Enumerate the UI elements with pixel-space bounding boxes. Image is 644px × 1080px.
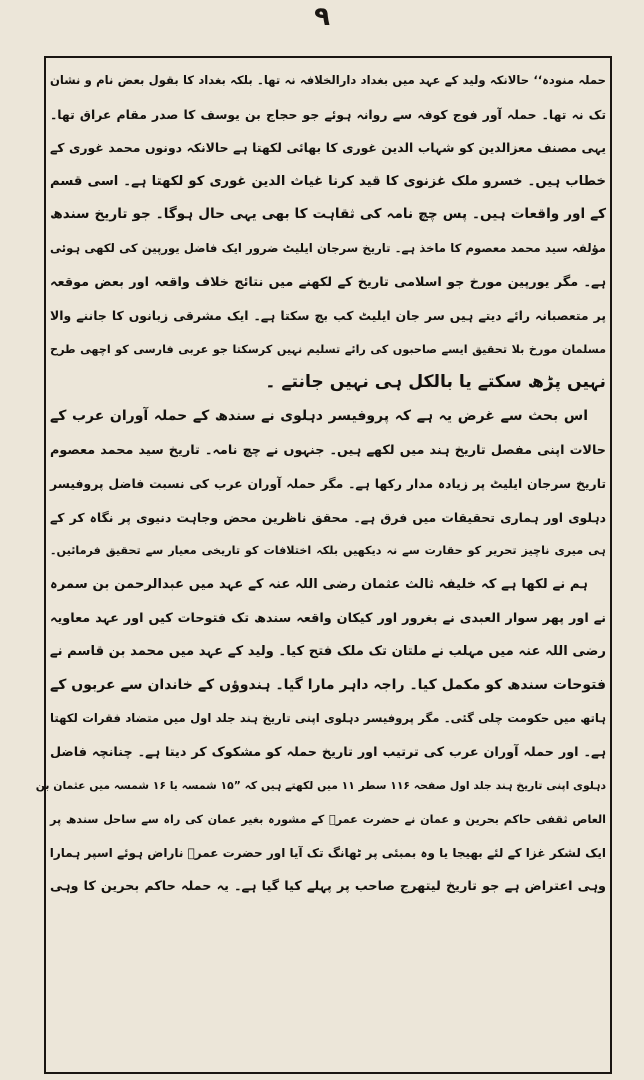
text-line: ہم نے لکھا ہے کہ خلیفہ ثالث عثمان رضی اللہ عنہ کے عہد میں عبدالرحمن بن سمرہ: [50, 576, 588, 592]
text-line: نے اور پھر سوار العبدی نے بغرور اور کیکان واقعہ سندھ تک فتوحات کیں اور عہد معاویہ: [50, 610, 606, 626]
text-line: ہے۔ اور حملہ آوران عرب کی ترتیب اور تاریخ حملہ کو مشکوک کر دیتا ہے۔ چنانچہ فاضل: [50, 744, 606, 760]
text-line: خطاب ہیں۔ خسرو ملک غزنوی کا قید کرنا غیاث الدین غوری کو لکھتا ہے۔ اسی قسم: [50, 173, 606, 189]
text-line: تک نہ تھا۔ حملہ آور فوج کوفہ سے روانہ ہوئے جو حجاج بن یوسف کا صدر مقام عراق تھا۔: [50, 106, 606, 122]
text-line: وہی اعتراض ہے جو تاریخ لیتھرج صاحب پر پہلے کیا گیا ہے۔ یہ حملہ حاکم بحرین کا وہی: [50, 879, 606, 895]
text-line: دہلوی اپنی تاریخ ہند جلد اول صفحہ ۱۱۶ سطر ۱۱ میں لکھتے ہیں کہ ”۱۵ شمسہ یا ۱۶ شمسہ میں عثمان بن: [35, 779, 606, 793]
text-line: ہے۔ مگر یورپین مورخ جو اسلامی تاریخ کے لکھنے میں نتائج خلاف واقعہ اور بعض موقعہ: [50, 274, 606, 290]
text-line: العاص ثقفی حاکم بحرین و عمان نے حضرت عمرؓ کے مشورہ بغیر عمان کی راہ سے ساحل سندھ پر: [50, 813, 606, 827]
page-number: ۹: [314, 2, 330, 32]
text-line: مؤلفہ سید محمد معصوم کا ماخذ ہے۔ تاریخ سرجان ایلیٹ ضرور ایک فاضل یورپین کی لکھی ہوئی: [50, 240, 606, 255]
text-frame: [35, 56, 612, 1074]
text-line: حالات اپنی مفصل تاریخ ہند میں لکھے ہیں۔ جنہوں نے چچ نامہ۔ تاریخ سید محمد معصوم: [50, 442, 606, 458]
text-line: مسلمان مورخ بلا تحقیق ایسے صاحبوں کی رائے تسلیم نہیں کرسکتا جو عربی فارسی کو اچھی طرح: [50, 342, 606, 356]
text-line: اس بحث سے غرض یہ ہے کہ پروفیسر دہلوی نے سندھ کے حملہ آوران عرب کے: [50, 407, 588, 424]
text-line: ہی میری ناچیز تحریر کو حقارت سے نہ دیکھیں بلکہ اختلافات کو تاریخی معیار سے تحقیق فرمائیں۔: [50, 544, 606, 558]
text-line: تاریخ سرجان ایلیٹ پر زیادہ مدار رکھا ہے۔ مگر حملہ آوران عرب کی نسبت فاضل پروفیسر: [50, 476, 606, 492]
text-line: ہاتھ میں حکومت چلی گئی۔ مگر پروفیسر دہلوی اپنی تاریخ ہند جلد اول میں متضاد فقرات لکھتا: [50, 711, 606, 726]
text-line: نہیں پڑھ سکتے یا بالکل ہی نہیں جانتے ۔: [265, 372, 606, 393]
text-line: دہلوی اور ہماری تحقیقات میں فرق ہے۔ محقق ناظرین محض وجاہت دنیوی پر نگاہ کر کے: [50, 509, 606, 525]
text-line: رضی اللہ عنہ میں مہلب نے ملتان تک ملک فتح کیا۔ ولید کے عہد میں محمد بن قاسم نے: [49, 644, 606, 660]
text-line: پر متعصبانہ رائے دیتے ہیں سر جان ایلیٹ کب بچ سکتا ہے۔ ایک مشرقی زبانوں کا جاننے والا: [50, 308, 606, 324]
text-line: حملہ منودہ‘‘ حالانکہ ولید کے عہد میں بغداد دارالخلافہ نہ تھا۔ بلکہ بغداد کا بقول بعض نام و نشان: [50, 73, 606, 87]
text-line: یہی مصنف معزالدین کو شہاب الدین غوری کا بھائی لکھتا ہے حالانکہ دونوں محمد غوری کے: [50, 140, 606, 156]
text-line: ایک لشکر غزا کے لئے بھیجا یا وہ بمبئی پر ٹھانگ تک آیا اور حضرت عمرؓ ناراض ہوئے اسپر ہمارا: [49, 845, 606, 860]
text-line: کے اور واقعات ہیں۔ پس چچ نامہ کی ثقاہت کا بھی یہی حال ہوگا۔ جو تاریخ سندھ: [50, 206, 606, 223]
text-line: فتوحات سندھ کو مکمل کیا۔ راجہ داہر مارا گیا۔ ہندوؤں کے خاندان سے عربوں کے: [50, 676, 606, 693]
body-text: [35, 64, 606, 1068]
